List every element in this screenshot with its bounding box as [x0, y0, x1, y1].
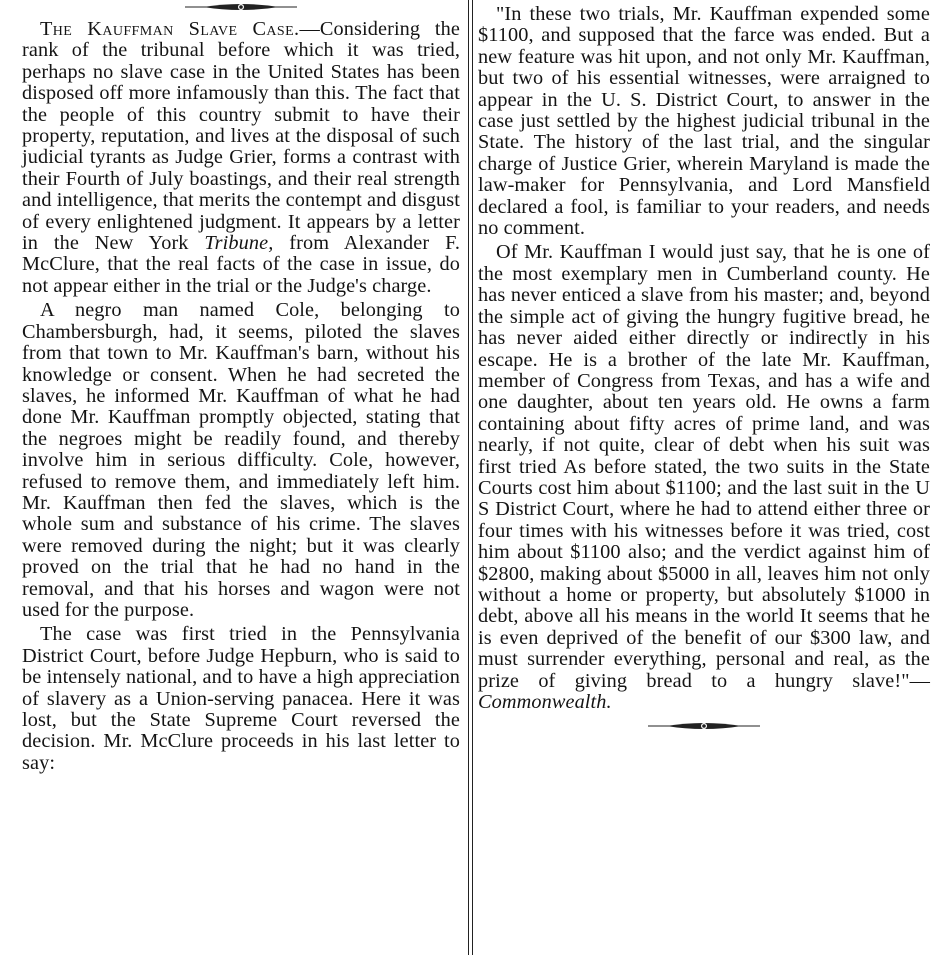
- intro-text: —Considering the rank of the tribunal before which it was tried, perhaps no slave case in the United States has been disposed off more infamously than this. The fact that the people of this country submit to have their property, reputation, and lives at the disposal of such judicial tyrants as Judge Grier, forms a contrast with their Fourth of July boastings, and their real strength and intelligence, that merits the contempt and disgust of every enlightened judgment. It appears by a letter in the New York: [22, 18, 460, 255]
- top-ornament-rule: [181, 0, 301, 14]
- newspaper-name: Tribune,: [204, 232, 274, 255]
- intro-text-end: from Alexander F. McClure, that the real facts of the case in issue, do not appear either in the trial or the Judge's charge.: [22, 232, 461, 297]
- paragraph-character: [478, 242, 930, 713]
- paragraph-first-trial: The case was first tried in the Pennsylvania District Court, before Judge Hepburn, who is said to be intensely national, and to have a high appreciation of slavery as a Union-serving panacea. Here it was lost, but the State Supreme Court reversed the decision. Mr. McClure proceeds in his last letter to say:: [22, 623, 460, 774]
- source-credit: Commonwealth.: [478, 691, 612, 713]
- paragraph-trials: "In these two trials, Mr. Kauffman expended some $1100, and supposed that the farce was ended. But a new feature was hit upon, and not only Mr. Kauffman, but two of his essential witnesses, were arraigned to appear in the U. S. District Court, to answer in the case just settled by the highest judicial tribunal in the State. The history of the last trial, and the singular charge of Justice Grier, wherein Maryland is made the law-maker for Pennsylvania, and Lord Mansfield declared a fool, is familiar to your readers, and needs no comment.: [478, 3, 930, 240]
- end-ornament-rule: [644, 719, 764, 733]
- character-text: Of Mr. Kauffman I would just say, that he is one of the most exemplary men in Cumberland county. He has never enticed a slave from his master; and, beyond the simple act of giving the hungry fugitive bread, he has never aided either directly or indirectly in his escape. He is a brother of the late Mr. Kauffman, member of Congress from Texas, and has a wife and one daughter, about ten years old. He owns a farm containing about fifty acres of prime land, and was nearly, if not quite, clear of debt when his suit was first tried As before stated, the two suits in the State Courts cost him about $1100; and the last suit in the U S District Court, where he had to attend either three or four times with his witnesses before it was tried, cost him about $1100 also; and the verdict against him of $2800, making about $5000 in all, leaves him not only without a home or property, but absolutely $1000 in debt, above all his means in the world It seems that he is even deprived of the benefit of our $300 law, and must surrender everything, personal and real, as the prize of giving bread to a hungry slave!"—: [478, 241, 930, 692]
- right-column: [478, 0, 930, 733]
- paragraph-intro: [22, 19, 460, 297]
- column-rule-right: [472, 0, 473, 955]
- paragraph-cole: A negro man named Cole, belonging to Chambersburgh, had, it seems, piloted the slaves from that town to Mr. Kauffman's barn, without his knowledge or consent. When he had secreted the slaves, he informed Mr. Kauffman of what he had done Mr. Kauffman promptly objected, stating that the negroes might be readily found, and thereby involve him in serious difficulty. Cole, however, refused to remove them, and immediately left him. Mr. Kauffman then fed the slaves, which is the whole sum and substance of his crime. The slaves were removed during the night; but it was clearly proved on the trial that he had no hand in the removal, and that his horses and wagon were not used for the purpose.: [22, 299, 460, 621]
- column-rule-left: [468, 0, 469, 955]
- left-column: [22, 0, 460, 774]
- article-headline: The Kauffman Slave Case.: [40, 18, 300, 40]
